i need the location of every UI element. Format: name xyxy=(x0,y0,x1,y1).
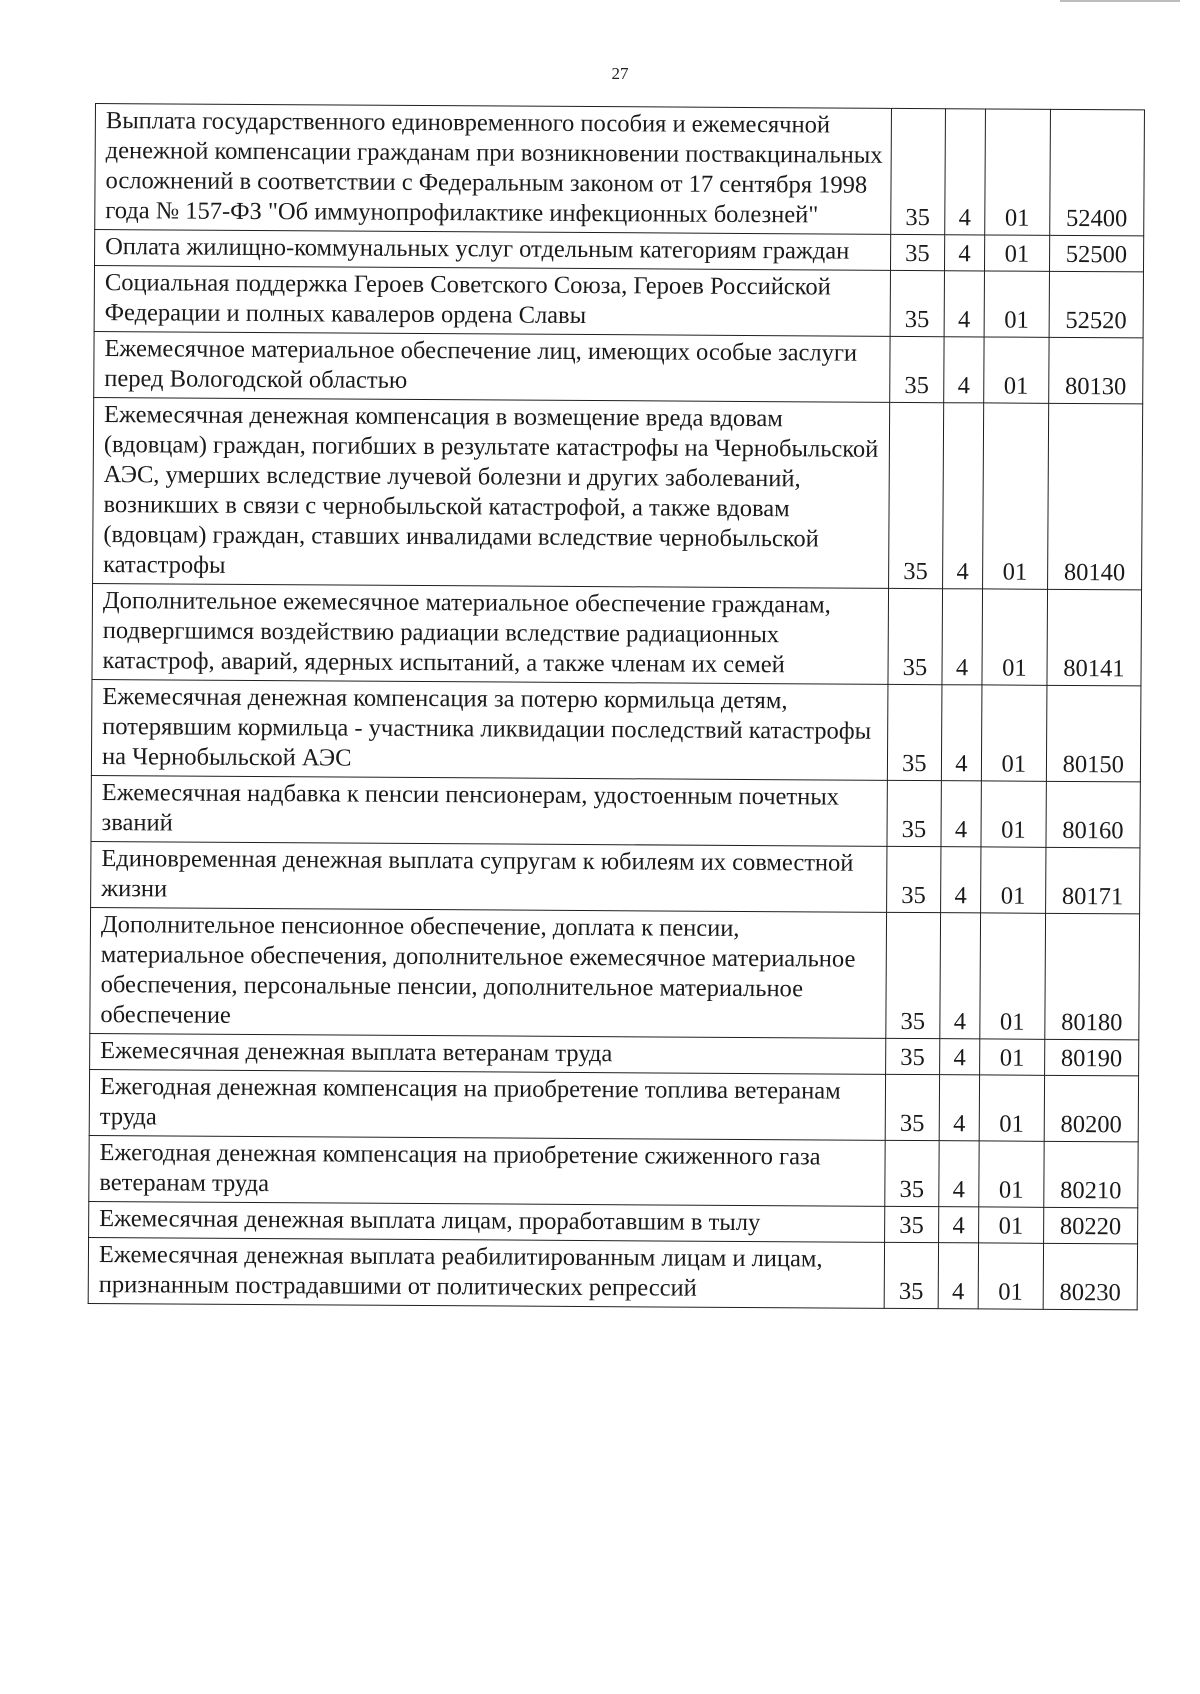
row-code-3: 01 xyxy=(981,781,1046,847)
row-code-4: 80140 xyxy=(1047,403,1142,590)
row-code-3: 01 xyxy=(985,109,1051,235)
row-code-4: 80141 xyxy=(1047,589,1142,686)
row-code-4: 52520 xyxy=(1049,271,1144,338)
row-code-4: 52500 xyxy=(1049,235,1143,272)
row-code-1: 35 xyxy=(888,402,944,588)
row-code-2: 4 xyxy=(945,235,985,271)
row-code-3: 01 xyxy=(984,337,1049,403)
table-row xyxy=(95,104,1145,236)
table-row xyxy=(92,583,1142,685)
row-code-1: 35 xyxy=(888,588,943,684)
table-body xyxy=(88,104,1144,1310)
table-row xyxy=(91,679,1141,781)
row-code-1: 35 xyxy=(884,1140,939,1206)
row-code-3: 01 xyxy=(981,685,1046,781)
row-description: Единовременная денежная выплата супругам к юбилеям их совместной жизни xyxy=(91,841,887,912)
row-code-1: 35 xyxy=(890,270,945,336)
row-code-4: 80200 xyxy=(1044,1075,1139,1142)
row-description: Ежемесячная денежная выплата ветеранам труда xyxy=(90,1033,886,1074)
row-code-3: 01 xyxy=(982,589,1047,685)
row-description: Ежемесячная надбавка к пенсии пенсионерам, удостоенным почетных званий xyxy=(91,775,887,846)
row-code-2: 4 xyxy=(945,109,986,235)
row-code-1: 35 xyxy=(884,1242,939,1308)
table-row xyxy=(89,1069,1138,1141)
row-code-1: 35 xyxy=(887,780,942,846)
row-code-4: 80230 xyxy=(1043,1243,1138,1310)
row-code-4: 80160 xyxy=(1046,781,1141,848)
row-description: Оплата жилищно-коммунальных услуг отдельным категориям граждан xyxy=(95,230,891,271)
table-row xyxy=(89,1135,1138,1207)
row-code-2: 4 xyxy=(941,781,981,847)
table-row xyxy=(90,907,1140,1039)
row-code-2: 4 xyxy=(944,337,984,403)
row-code-1: 35 xyxy=(885,1074,940,1140)
row-code-4: 52400 xyxy=(1049,109,1144,236)
row-description: Ежегодная денежная компенсация на приобретение топлива ветеранам труда xyxy=(89,1069,885,1140)
row-code-1: 35 xyxy=(887,684,942,780)
row-code-3: 01 xyxy=(984,235,1049,271)
row-code-2: 4 xyxy=(939,1075,979,1141)
row-code-2: 4 xyxy=(940,913,981,1039)
row-code-1: 35 xyxy=(890,234,945,270)
row-code-3: 01 xyxy=(978,1207,1043,1243)
row-code-2: 4 xyxy=(939,1141,979,1207)
row-description: Дополнительное ежемесячное материальное обеспечение гражданам, подвергшимся воздействию радиации вследствие радиационных катастроф, аварий, ядерных испытаний, а также членам их семей xyxy=(92,583,888,684)
row-code-3: 01 xyxy=(980,913,1046,1039)
row-description: Ежегодная денежная компенсация на приобретение сжиженного газа ветеранам труда xyxy=(89,1135,885,1206)
row-code-4: 80171 xyxy=(1045,847,1140,914)
row-code-1: 35 xyxy=(885,912,940,1038)
row-code-2: 4 xyxy=(941,847,981,913)
row-code-2: 4 xyxy=(940,1039,980,1075)
row-description: Ежемесячная денежная выплата лицам, проработавшим в тылу xyxy=(89,1201,885,1242)
row-code-2: 4 xyxy=(942,589,982,685)
row-code-1: 35 xyxy=(886,846,941,912)
row-code-4: 80180 xyxy=(1045,913,1140,1040)
row-description: Ежемесячная денежная выплата реабилитированным лицам и лицам, признанным пострадавшими от политических репрессий xyxy=(88,1237,884,1308)
row-code-3: 01 xyxy=(979,1141,1044,1207)
row-code-2: 4 xyxy=(941,685,981,781)
row-code-3: 01 xyxy=(979,1039,1044,1075)
table-row xyxy=(94,331,1143,403)
scan-edge-mark xyxy=(1060,0,1180,8)
table-row xyxy=(91,775,1140,847)
row-description: Ежемесячная денежная компенсация за потерю кормильца детям, потерявшим кормильца - участника ликвидации последствий катастрофы на Чернобыльской АЭС xyxy=(91,679,887,780)
row-code-4: 80130 xyxy=(1048,337,1143,404)
row-code-4: 80220 xyxy=(1043,1207,1137,1244)
row-code-3: 01 xyxy=(979,1075,1044,1141)
page-number: 27 xyxy=(611,64,629,83)
row-description: Выплата государственного единовременного пособия и ежемесячной денежной компенсации гражданам при возникновении поствакцинальных осложнений в соответствии с Федеральным законом от 17 сентября 1998 года № 157-ФЗ "Об иммунопрофилактике инфекционных болезней" xyxy=(95,104,891,235)
row-description: Ежемесячная денежная компенсация в возмещение вреда вдовам (вдовцам) граждан, погибших в результате катастрофы на Чернобыльской АЭС, умерших вследствие лучевой болезни и других заболеваний, возникших в связи с чернобыльской катастрофой, а также вдовам (вдовцам) граждан, ставших инвалидами вследствие чернобыльской катастрофы xyxy=(93,397,890,588)
row-description: Социальная поддержка Героев Советского Союза, Героев Российской Федерации и полных кавалеров ордена Славы xyxy=(94,266,890,337)
row-code-4: 80150 xyxy=(1046,685,1141,782)
row-code-2: 4 xyxy=(944,271,984,337)
table-row xyxy=(94,266,1143,338)
row-code-3: 01 xyxy=(984,271,1049,337)
table-row xyxy=(88,1237,1137,1309)
row-code-3: 01 xyxy=(982,403,1048,589)
row-code-3: 01 xyxy=(980,847,1045,913)
row-code-1: 35 xyxy=(889,336,944,402)
row-code-2: 4 xyxy=(938,1243,978,1309)
row-description: Дополнительное пенсионное обеспечение, доплата к пенсии, материальное обеспечения, дополнительное ежемесячное материальное обеспечения, персональные пенсии, дополнительное материальное обеспечение xyxy=(90,907,886,1038)
row-code-1: 35 xyxy=(885,1038,940,1074)
row-code-4: 80190 xyxy=(1044,1039,1138,1076)
table-row xyxy=(91,841,1140,913)
budget-classification-table xyxy=(88,103,1145,1310)
row-code-1: 35 xyxy=(890,108,945,234)
row-code-1: 35 xyxy=(884,1206,939,1242)
row-code-3: 01 xyxy=(978,1243,1043,1309)
row-description: Ежемесячное материальное обеспечение лиц, имеющих особые заслуги перед Вологодской областью xyxy=(94,331,890,402)
row-code-2: 4 xyxy=(943,403,984,589)
row-code-2: 4 xyxy=(939,1207,979,1243)
table-row xyxy=(93,397,1143,589)
row-code-4: 80210 xyxy=(1044,1141,1139,1208)
